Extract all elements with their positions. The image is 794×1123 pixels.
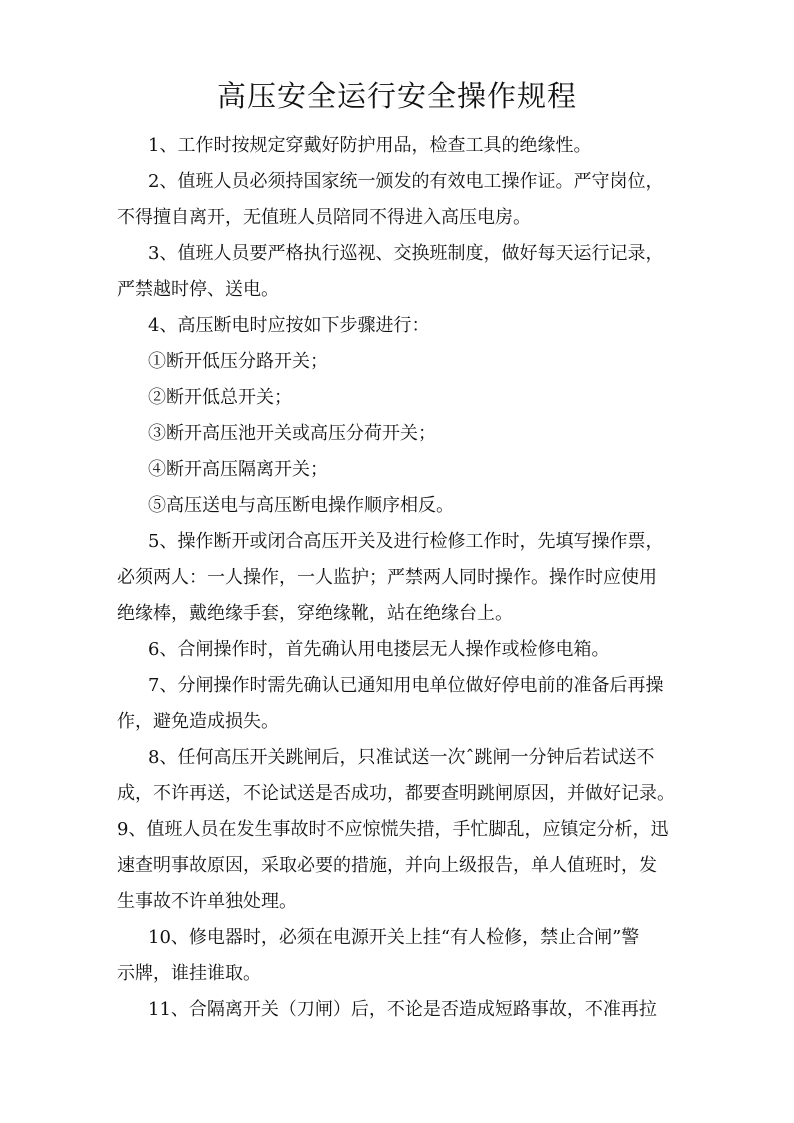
text-line: 1、工作时按规定穿戴好防护用品，检查工具的绝缘性。 xyxy=(148,135,592,156)
text-line: 11、合隔离开关（刀闸）后，不论是否造成短路事故，不准再拉 xyxy=(148,999,657,1020)
text-line: 示牌，谁挂谁取。 xyxy=(117,963,261,984)
text-line: 10、修电器时，必须在电源开关上挂“有人检修，禁止合闸”警 xyxy=(148,927,640,948)
text-line: 速查明事故原因，采取必要的措施，并向上级报告，单人值班时，发 xyxy=(117,855,657,876)
document-title: 高压安全运行安全操作规程 xyxy=(216,79,577,113)
text-line: ④断开高压隔离开关； xyxy=(148,459,328,480)
text-line: ⑤高压送电与高压断电操作顺序相反。 xyxy=(148,495,454,516)
text-line: 作，避免造成损失。 xyxy=(117,711,279,732)
document-body xyxy=(117,128,683,1028)
text-line: 5、操作断开或闭合高压开关及进行检修工作时，先填写操作票， xyxy=(148,531,664,552)
text-line: 严禁越时停、送电。 xyxy=(117,279,279,300)
text-line: 7、分闸操作时需先确认已通知用电单位做好停电前的准备后再操 xyxy=(148,675,664,696)
text-line: 生事故不许单独处理。 xyxy=(117,891,297,912)
text-line: 绝缘棒，戴绝缘手套，穿绝缘靴，站在绝缘台上。 xyxy=(117,603,513,624)
text-line: 8、任何高压开关跳闸后，只准试送一次ˆ跳闸一分钟后若试送不 xyxy=(148,747,655,768)
text-line: 成，不许再送，不论试送是否成功，都要查明跳闸原因，并做好记录。 xyxy=(117,783,675,804)
text-line: 9、值班人员在发生事故时不应惊慌失措，手忙脚乱，应镇定分析，迅 xyxy=(117,819,669,840)
text-line: 3、值班人员要严格执行巡视、交换班制度，做好每天运行记录， xyxy=(148,243,664,264)
text-line: 4、高压断电时应按如下步骤进行： xyxy=(148,315,430,336)
text-line: 必须两人：一人操作，一人监护；严禁两人同时操作。操作时应使用 xyxy=(117,567,657,588)
text-line: ①断开低压分路开关； xyxy=(148,351,328,372)
text-line: ③断开高压池开关或高压分荷开关； xyxy=(148,423,436,444)
text-line: 2、值班人员必须持国家统一颁发的有效电工操作证。严守岗位， xyxy=(148,171,664,192)
text-line: 不得擅自离开，无值班人员陪同不得进入高压电房。 xyxy=(117,207,531,228)
text-line: ②断开低总开关； xyxy=(148,387,292,408)
text-line: 6、合闸操作时，首先确认用电搂层无人操作或检修电箱。 xyxy=(148,639,610,660)
